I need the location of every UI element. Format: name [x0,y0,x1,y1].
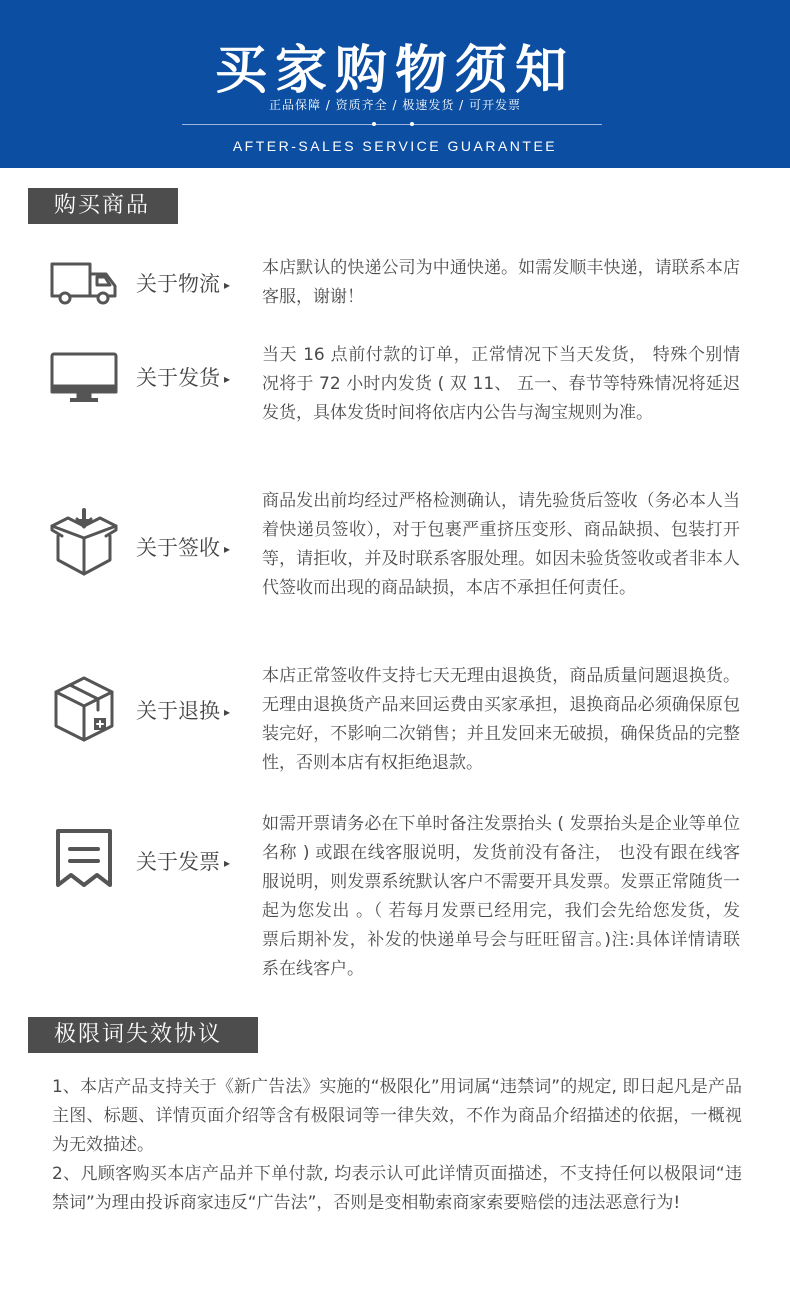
row-text-logistics: 本店默认的快递公司为中通快递。如需发顺丰快递，请联系本店客服，谢谢！ [262,258,740,307]
row-title-invoice: 关于发票 ▸ [136,850,231,874]
row-title-shipping: 关于发货 ▸ [136,366,231,390]
header-divider [182,124,602,125]
row-text-invoice: 如需开票请务必在下单时备注发票抬头 ( 发票抬头是企业等单位名称 ) 或跟在线客服说明，发货前没有备注， 也没有跟在线客服说明，则发票系统默认客户不需要开具发票。发票正常随货一起为您发出 。（ 若每月发票已经用完，我们会先给您发货，发票后期补发，补发的快递单号会与旺旺留言。)注:具体详情请联系在线客户。 [262,814,740,979]
header-banner [0,0,790,168]
row-title-returns: 关于退换 ▸ [136,699,231,723]
section-label-policy: 极限词失效协议 [28,1017,258,1053]
row-title-logistics: 关于物流 ▸ [136,272,231,296]
divider-dot [410,122,414,126]
divider-dot [372,122,376,126]
row-title-receipt: 关于签收 ▸ [136,536,231,560]
header-english-tagline: AFTER-SALES SERVICE GUARANTEE [232,138,558,154]
row-text-returns: 本店正常签收件支持七天无理由退换货，商品质量问题退换货。无理由退换货产品来回运费由买家承担，退换商品必须确保原包装完好，不影响二次销售；并且发回来无破损，确保货品的完整性，否则本店有权拒绝退款。 [262,666,740,773]
policy-paragraph: 2、凡顾客购买本店产品并下单付款, 均表示认可此详情页面描述，不支持任何以极限词“违禁词”为理由投诉商家违反“广告法”，否则是变相勒索商家索要赔偿的违法恶意行为! [52,1164,742,1213]
row-text-shipping: 当天 16 点前付款的订单，正常情况下当天发货， 特殊个别情况将于 72 小时内发货 ( 双 11、 五一、春节等特殊情况将延迟发货，具体发货时间将依店内公告与淘宝规则为准。 [262,345,740,423]
section-label-purchase: 购买商品 [28,188,178,224]
receipt-icon [48,823,120,895]
row-text-receipt: 商品发出前均经过严格检测确认，请先验货后签收（务必本人当着快递员签收），对于包裹严重挤压变形、商品缺损、包装打开等，请拒收，并及时联系客服处理。如因未验货签收或者非本人代签收而出现的商品缺损，本店不承担任何责任。 [262,491,740,598]
box-return-icon [48,672,120,744]
truck-icon [48,246,120,318]
policy-paragraph: 1、本店产品支持关于《新广告法》实施的“极限化”用词属“违禁词”的规定, 即日起凡是产品主图、标题、详情页面介绍等含有极限词等一律失效，不作为商品介绍描述的依据，一概视为无效描述。 [52,1077,742,1155]
header-subtitle: 正品保障 / 资质齐全 / 极速发货 / 可开发票 [268,98,522,112]
package-receive-icon [48,508,120,580]
monitor-icon [48,340,120,412]
page-title: 买家购物须知 [214,41,575,101]
